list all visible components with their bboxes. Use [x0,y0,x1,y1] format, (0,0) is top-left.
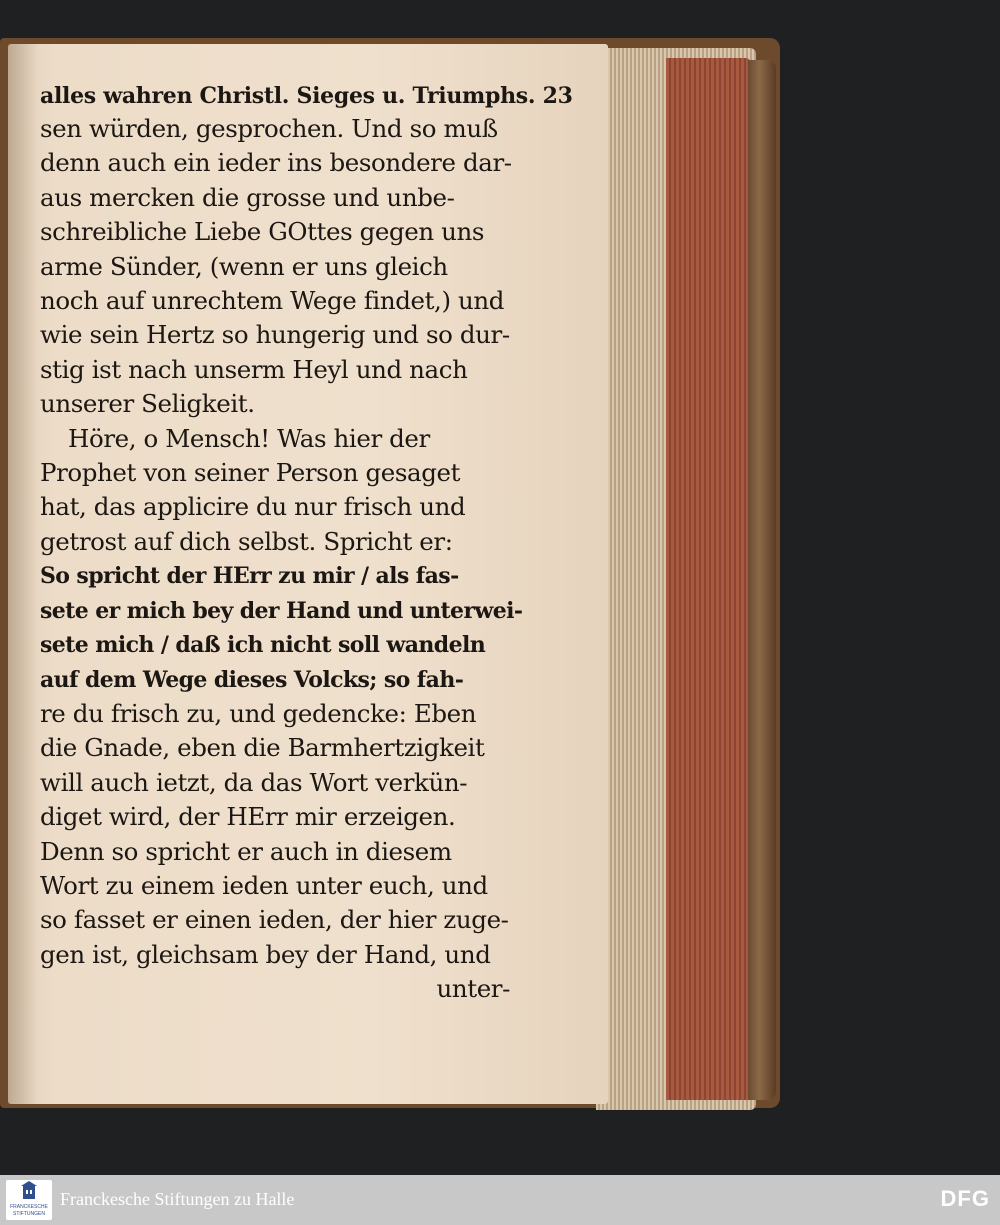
gutter-shadow [8,44,38,1104]
text-line: auf dem Wege dieses Volcks; so fah- [40,666,464,693]
logo-caption-1: FRANCKESCHE [10,1204,48,1210]
dfg-logo[interactable]: DFG [940,1186,990,1211]
text-line: So spricht der HErr zu mir / als fas- [40,563,459,590]
text-line: unserer Seligkeit. [40,389,255,419]
text-line: diget wird, der HErr mir erzeigen. [40,802,456,832]
running-head: alles wahren Christl. Sieges u. Triumphs. 23 [40,83,573,109]
text-line: schreibliche Liebe GOttes gegen uns [40,217,485,247]
text-line: sete er mich bey der Hand und unterwei- [40,597,523,624]
francke-foundations-logo-icon[interactable] [6,1180,52,1220]
text-line: stig ist nach unserm Heyl und nach [40,354,468,384]
text-line: denn auch ein ieder ins besondere dar- [40,148,512,178]
text-line: re du frisch zu, und gedencke: Eben [40,698,477,728]
text-line: Prophet von seiner Person gesaget [40,458,461,488]
text-lines [40,112,523,1007]
text-line: sete mich / daß ich nicht soll wandeln [40,632,486,659]
text-line: wie sein Hertz so hungerig und so dur- [40,320,510,350]
text-line: Denn so spricht er auch in diesem [40,836,452,866]
text-line: aus mercken die grosse und unbe- [40,182,455,212]
text-line: getrost auf dich selbst. Spricht er: [40,526,453,556]
footer-title[interactable]: Franckesche Stiftungen zu Halle [60,1189,295,1209]
text-line: unter- [436,974,510,1004]
page-text [40,80,573,1007]
text-line: so fasset er einen ieden, der hier zuge- [40,905,509,935]
text-line: die Gnade, eben die Barmhertzigkeit [40,733,485,763]
cover-edge [748,60,776,1100]
text-line: Wort zu einem ieden unter euch, und [40,870,488,900]
page-edges [666,58,750,1100]
text-line: sen würden, gesprochen. Und so muß [40,114,498,143]
text-line: gen ist, gleichsam bey der Hand, und [40,939,491,969]
text-line: arme Sünder, (wenn er uns gleich [40,251,448,281]
text-line: Höre, o Mensch! Was hier der [68,423,430,453]
text-line: hat, das applicire du nur frisch und [40,492,466,522]
logo-caption-2: STIFTUNGEN [13,1211,45,1217]
text-line: will auch ietzt, da das Wort verkün- [40,767,468,797]
text-line: noch auf unrechtem Wege findet,) und [40,286,505,316]
